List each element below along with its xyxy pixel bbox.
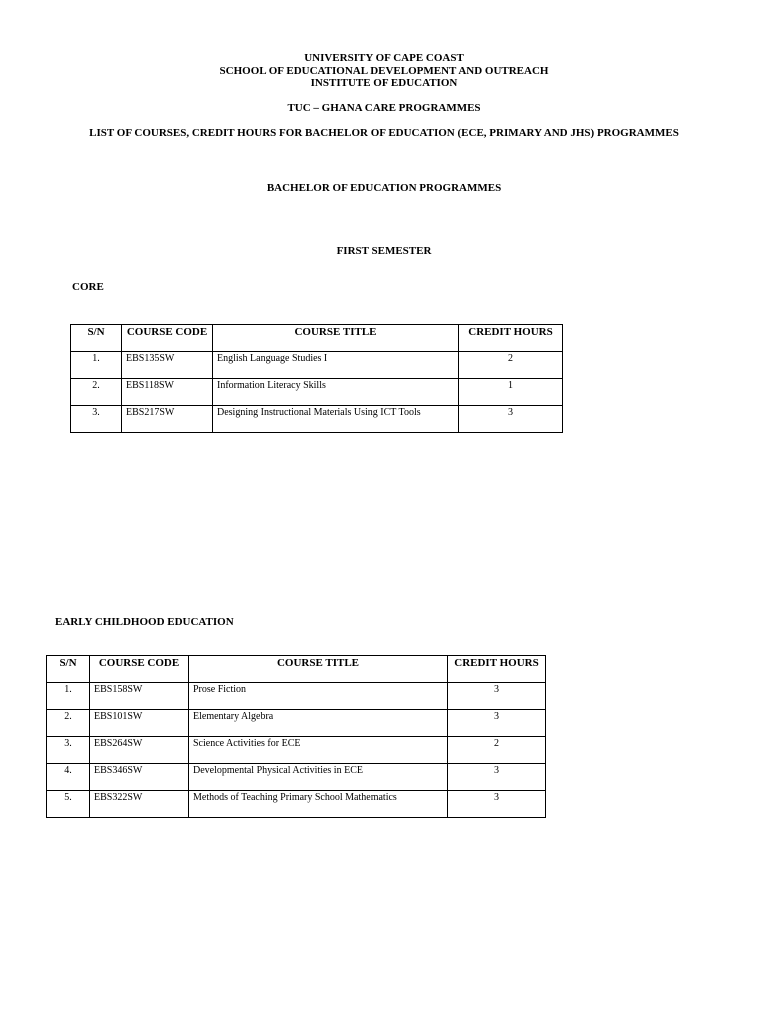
cell-sn: 2.	[71, 379, 122, 406]
cell-code: EBS118SW	[122, 379, 213, 406]
cell-credit: 3	[448, 764, 546, 791]
cell-code: EBS322SW	[90, 791, 189, 818]
table-header-row	[71, 325, 563, 352]
cell-code: EBS346SW	[90, 764, 189, 791]
column-header-sn: S/N	[47, 656, 90, 683]
table-row	[47, 737, 546, 764]
column-header-title: COURSE TITLE	[213, 325, 459, 352]
cell-title: Designing Instructional Materials Using ICT Tools	[213, 406, 459, 433]
core-label: CORE	[72, 281, 104, 293]
cell-credit: 2	[459, 352, 563, 379]
ece-label: EARLY CHILDHOOD EDUCATION	[55, 616, 234, 628]
cell-title: Elementary Algebra	[189, 710, 448, 737]
column-header-code: COURSE CODE	[122, 325, 213, 352]
cell-code: EBS101SW	[90, 710, 189, 737]
cell-code: EBS158SW	[90, 683, 189, 710]
cell-sn: 5.	[47, 791, 90, 818]
school-name: SCHOOL OF EDUCATIONAL DEVELOPMENT AND OUTREACH	[219, 65, 549, 77]
cell-sn: 2.	[47, 710, 90, 737]
table-row	[71, 379, 563, 406]
table-row	[47, 683, 546, 710]
ece-table	[46, 655, 546, 818]
column-header-code: COURSE CODE	[90, 656, 189, 683]
university-name: UNIVERSITY OF CAPE COAST	[304, 52, 464, 64]
cell-credit: 3	[459, 406, 563, 433]
core-table	[70, 324, 563, 433]
cell-sn: 4.	[47, 764, 90, 791]
list-title: LIST OF COURSES, CREDIT HOURS FOR BACHELOR OF EDUCATION (ECE, PRIMARY AND JHS) PROGRAMMES	[89, 127, 679, 139]
institute-name: INSTITUTE OF EDUCATION	[310, 77, 458, 89]
table-row	[47, 764, 546, 791]
programme-name: TUC – GHANA CARE PROGRAMMES	[287, 102, 481, 114]
cell-code: EBS135SW	[122, 352, 213, 379]
table-row	[71, 352, 563, 379]
table-row	[71, 406, 563, 433]
column-header-credit: CREDIT HOURS	[448, 656, 546, 683]
table-row	[47, 791, 546, 818]
table-header-row	[47, 656, 546, 683]
semester-heading: FIRST SEMESTER	[336, 245, 432, 257]
cell-credit: 1	[459, 379, 563, 406]
cell-title: English Language Studies I	[213, 352, 459, 379]
cell-title: Methods of Teaching Primary School Mathematics	[189, 791, 448, 818]
cell-credit: 3	[448, 683, 546, 710]
cell-sn: 1.	[47, 683, 90, 710]
column-header-title: COURSE TITLE	[189, 656, 448, 683]
table-row	[47, 710, 546, 737]
cell-code: EBS217SW	[122, 406, 213, 433]
cell-credit: 3	[448, 710, 546, 737]
cell-sn: 3.	[71, 406, 122, 433]
cell-sn: 1.	[71, 352, 122, 379]
cell-code: EBS264SW	[90, 737, 189, 764]
cell-credit: 2	[448, 737, 546, 764]
cell-title: Developmental Physical Activities in ECE	[189, 764, 448, 791]
bachelor-heading: BACHELOR OF EDUCATION PROGRAMMES	[266, 182, 502, 194]
column-header-credit: CREDIT HOURS	[459, 325, 563, 352]
cell-title: Prose Fiction	[189, 683, 448, 710]
cell-credit: 3	[448, 791, 546, 818]
cell-title: Information Literacy Skills	[213, 379, 459, 406]
cell-title: Science Activities for ECE	[189, 737, 448, 764]
column-header-sn: S/N	[71, 325, 122, 352]
cell-sn: 3.	[47, 737, 90, 764]
